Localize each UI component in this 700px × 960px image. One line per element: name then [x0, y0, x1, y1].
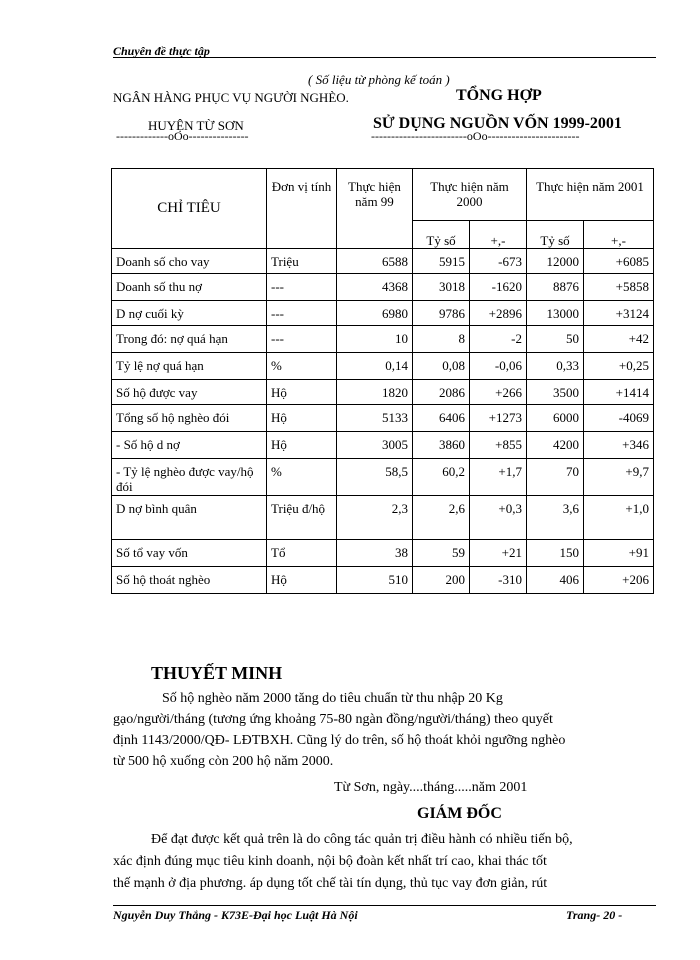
table-row [112, 380, 654, 405]
row-value-2001: 3500 [527, 380, 584, 405]
row-diff-2000: -310 [470, 567, 527, 594]
row-value-2000: 6406 [413, 405, 470, 432]
row-name: Số hộ được vay [112, 380, 267, 405]
row-diff-2001: +91 [584, 540, 654, 567]
row-diff-2000: +266 [470, 380, 527, 405]
row-unit: Triệu [267, 249, 337, 274]
row-name: Trong đó: nợ quá hạn [112, 326, 267, 353]
row-name: D nợ cuối kỳ [112, 301, 267, 326]
table-row [112, 405, 654, 432]
row-diff-2000: +855 [470, 432, 527, 459]
explain-line-1: Số hộ nghèo năm 2000 tăng do tiêu chuẩn từ thu nhập 20 Kg [162, 691, 503, 706]
row-name: Số hộ thoát nghèo [112, 567, 267, 594]
row-name: Doanh số cho vay [112, 249, 267, 274]
row-value-2000: 9786 [413, 301, 470, 326]
row-value-1999: 6980 [337, 301, 413, 326]
row-unit: Tổ [267, 540, 337, 567]
row-value-2001: 0,33 [527, 353, 584, 380]
header-ty-so-2001: Tỷ số [527, 221, 584, 249]
row-diff-2000: -673 [470, 249, 527, 274]
row-value-1999: 38 [337, 540, 413, 567]
row-value-2001: 406 [527, 567, 584, 594]
table-row [112, 459, 654, 496]
row-unit: Triệu đ/hộ [267, 496, 337, 540]
closing-line-3: thế mạnh ở địa phương. áp dụng tốt chế tài tín dụng, thủ tục vay đơn giản, rút [113, 876, 548, 891]
row-value-2000: 5915 [413, 249, 470, 274]
header-rule [113, 57, 656, 58]
row-diff-2000: -2 [470, 326, 527, 353]
header-th2000: Thực hiện năm 2000 [413, 169, 527, 221]
row-diff-2001: +3124 [584, 301, 654, 326]
row-unit: --- [267, 274, 337, 301]
row-value-2001: 8876 [527, 274, 584, 301]
row-unit: --- [267, 301, 337, 326]
title-capital: SỬ DỤNG NGUỒN VỐN 1999-2001 [373, 115, 622, 132]
row-name: - Số hộ d nợ [112, 432, 267, 459]
row-unit: --- [267, 326, 337, 353]
row-value-2001: 50 [527, 326, 584, 353]
header-chi-tieu: CHỈ TIÊU [112, 169, 267, 249]
row-unit: Hộ [267, 405, 337, 432]
row-value-2000: 60,2 [413, 459, 470, 496]
table-row [112, 326, 654, 353]
row-diff-2001: +42 [584, 326, 654, 353]
row-value-2001: 70 [527, 459, 584, 496]
header-diff-2001: +,- [584, 221, 654, 249]
table-row [112, 301, 654, 326]
branch-name: HUYỆN TỪ SƠN [148, 118, 244, 133]
row-unit: Hộ [267, 567, 337, 594]
row-value-1999: 510 [337, 567, 413, 594]
explain-title: THUYẾT MINH [151, 663, 283, 683]
row-value-1999: 1820 [337, 380, 413, 405]
footer-rule [113, 905, 656, 906]
header-don-vi: Đơn vị tính [267, 169, 337, 249]
table-row [112, 567, 654, 594]
row-diff-2000: +1,7 [470, 459, 527, 496]
capital-usage-table [111, 168, 654, 594]
row-value-2001: 4200 [527, 432, 584, 459]
row-value-2000: 3018 [413, 274, 470, 301]
source-note: ( Số liệu từ phòng kế toán ) [308, 72, 450, 87]
branch-ornament: -------------oOo--------------- [116, 129, 249, 143]
row-value-2000: 3860 [413, 432, 470, 459]
table-row [112, 540, 654, 567]
row-value-1999: 2,3 [337, 496, 413, 540]
row-value-2000: 200 [413, 567, 470, 594]
row-value-1999: 0,14 [337, 353, 413, 380]
header-diff-2000: +,- [470, 221, 527, 249]
row-value-2001: 3,6 [527, 496, 584, 540]
row-value-2000: 59 [413, 540, 470, 567]
table-row [112, 274, 654, 301]
row-value-2001: 150 [527, 540, 584, 567]
row-value-1999: 4368 [337, 274, 413, 301]
title-summary: TỔNG HỢP [456, 87, 542, 104]
row-value-2000: 2,6 [413, 496, 470, 540]
row-value-2000: 2086 [413, 380, 470, 405]
row-diff-2001: +6085 [584, 249, 654, 274]
row-value-1999: 3005 [337, 432, 413, 459]
header-th99: Thực hiện năm 99 [337, 169, 413, 249]
header-th2001: Thực hiện năm 2001 [527, 169, 654, 221]
row-diff-2001: +1,0 [584, 496, 654, 540]
row-unit: % [267, 459, 337, 496]
row-diff-2000: +1273 [470, 405, 527, 432]
row-diff-2001: +1414 [584, 380, 654, 405]
row-diff-2000: +21 [470, 540, 527, 567]
row-diff-2000: -1620 [470, 274, 527, 301]
row-name: Tỷ lệ nợ quá hạn [112, 353, 267, 380]
row-diff-2001: +5858 [584, 274, 654, 301]
explain-line-3: định 1143/2000/QĐ- LĐTBXH. Cũng lý do trên, số hộ thoát khỏi ngưỡng nghèo [113, 733, 566, 748]
row-unit: Hộ [267, 380, 337, 405]
row-name: Số tổ vay vốn [112, 540, 267, 567]
table-row [112, 249, 654, 274]
closing-line-1: Để đạt được kết quả trên là do công tác quản trị điều hành có nhiều tiến bộ, [151, 832, 573, 847]
row-name: - Tỷ lệ nghèo được vay/hộ đói [112, 459, 267, 496]
row-diff-2001: +346 [584, 432, 654, 459]
row-value-2000: 0,08 [413, 353, 470, 380]
table-row [112, 432, 654, 459]
explain-line-2: gạo/người/tháng (tương ứng khoảng 75-80 ngàn đồng/người/tháng) theo quyết [113, 712, 553, 727]
header-ty-so-2000: Tỷ số [413, 221, 470, 249]
table-row [112, 353, 654, 380]
row-value-1999: 5133 [337, 405, 413, 432]
row-value-2001: 13000 [527, 301, 584, 326]
title-ornament: ------------------------oOo----------------------- [371, 129, 580, 143]
row-name: D nợ bình quân [112, 496, 267, 540]
page-header: Chuyên đề thực tập [113, 44, 210, 58]
row-value-2001: 6000 [527, 405, 584, 432]
footer-page: Trang- 20 - [566, 908, 623, 922]
row-diff-2001: +206 [584, 567, 654, 594]
row-value-1999: 10 [337, 326, 413, 353]
row-diff-2001: +0,25 [584, 353, 654, 380]
explain-line-4: từ 500 hộ xuống còn 200 hộ năm 2000. [113, 754, 334, 769]
row-diff-2000: +0,3 [470, 496, 527, 540]
row-name: Doanh số thu nợ [112, 274, 267, 301]
table-row [112, 496, 654, 540]
row-unit: Hộ [267, 432, 337, 459]
row-value-2001: 12000 [527, 249, 584, 274]
place-date: Từ Sơn, ngày....tháng.....năm 2001 [334, 780, 528, 795]
row-diff-2000: +2896 [470, 301, 527, 326]
row-value-2000: 8 [413, 326, 470, 353]
footer-author: Nguyễn Duy Thắng - K73E-Đại học Luật Hà Nội [113, 908, 358, 922]
closing-line-2: xác định đúng mục tiêu kinh doanh, nội bộ đoàn kết nhất trí cao, khai thác tốt [113, 854, 547, 869]
row-unit: % [267, 353, 337, 380]
signer-title: GIÁM ĐỐC [417, 805, 502, 822]
row-diff-2001: -4069 [584, 405, 654, 432]
row-diff-2000: -0,06 [470, 353, 527, 380]
row-name: Tổng số hộ nghèo đói [112, 405, 267, 432]
bank-name: NGÂN HÀNG PHỤC VỤ NGƯỜI NGHÈO. [113, 90, 349, 105]
row-value-1999: 6588 [337, 249, 413, 274]
row-diff-2001: +9,7 [584, 459, 654, 496]
row-value-1999: 58,5 [337, 459, 413, 496]
